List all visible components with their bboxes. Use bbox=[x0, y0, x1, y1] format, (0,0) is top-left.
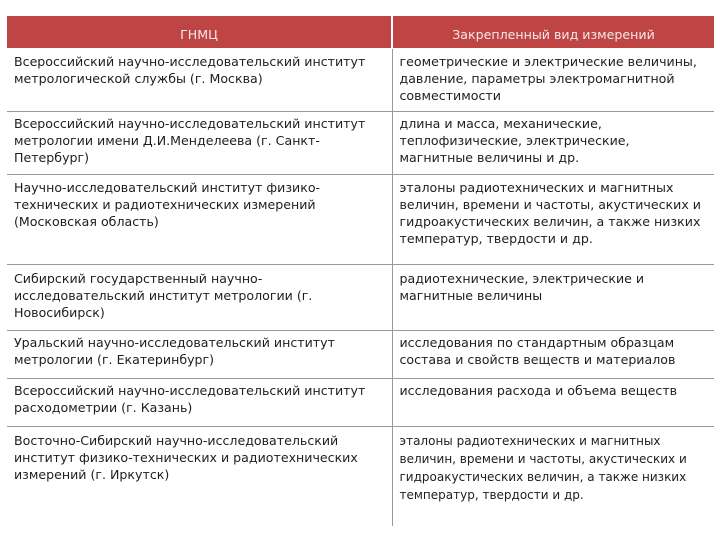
table-row bbox=[7, 330, 714, 378]
measurement-cell: длина и масса, механические, теплофизические, электрические, магнитные величины и др. bbox=[392, 111, 714, 174]
measurement-cell: исследования по стандартным образцам состава и свойств веществ и материалов bbox=[392, 330, 714, 378]
table-header-row bbox=[7, 16, 714, 48]
measurement-cell: эталоны радиотехнических и магнитных величин, времени и частоты, акустических и гидроакустических величин, а также низких температур, твердости и др. bbox=[392, 174, 714, 264]
measurement-cell: геометрические и электрические величины, давление, параметры электромагнитной совместимости bbox=[392, 48, 714, 111]
header-measurement-type: Закрепленный вид измерений bbox=[392, 16, 714, 48]
table-row bbox=[7, 111, 714, 174]
institute-cell: Уральский научно-исследовательский институт метрологии (г. Екатеринбург) bbox=[7, 330, 392, 378]
table-row bbox=[7, 378, 714, 426]
institute-cell: Всероссийский научно-исследовательский институт метрологической службы (г. Москва) bbox=[7, 48, 392, 111]
institute-cell: Всероссийский научно-исследовательский институт метрологии имени Д.И.Менделеева (г. Санкт- Петербург) bbox=[7, 111, 392, 174]
table-row bbox=[7, 48, 714, 111]
institute-cell: Восточно-Сибирский научно-исследовательский институт физико-технических и радиотехнических измерений (г. Иркутск) bbox=[7, 426, 392, 526]
measurement-cell: эталоны радиотехнических и магнитных величин, времени и частоты, акустических и гидроакустических величин, а также низких температур, твердости и др. bbox=[399, 433, 687, 502]
institute-cell: Научно-исследовательский институт физико-технических и радиотехнических измерений (Московская область) bbox=[7, 174, 392, 264]
measurement-cell: радиотехнические, электрические и магнитные величины bbox=[392, 264, 714, 330]
metrology-centers-table bbox=[7, 16, 714, 526]
table-row bbox=[7, 264, 714, 330]
institute-cell: Всероссийский научно-исследовательский институт расходометрии (г. Казань) bbox=[7, 378, 392, 426]
header-gnmc: ГНМЦ bbox=[7, 16, 392, 48]
measurement-cell: исследования расхода и объема веществ bbox=[392, 378, 714, 426]
table-row bbox=[7, 426, 714, 526]
institute-cell: Сибирский государственный научно-исследовательский институт метрологии (г. Новосибирск) bbox=[7, 264, 392, 330]
table-row bbox=[7, 174, 714, 264]
